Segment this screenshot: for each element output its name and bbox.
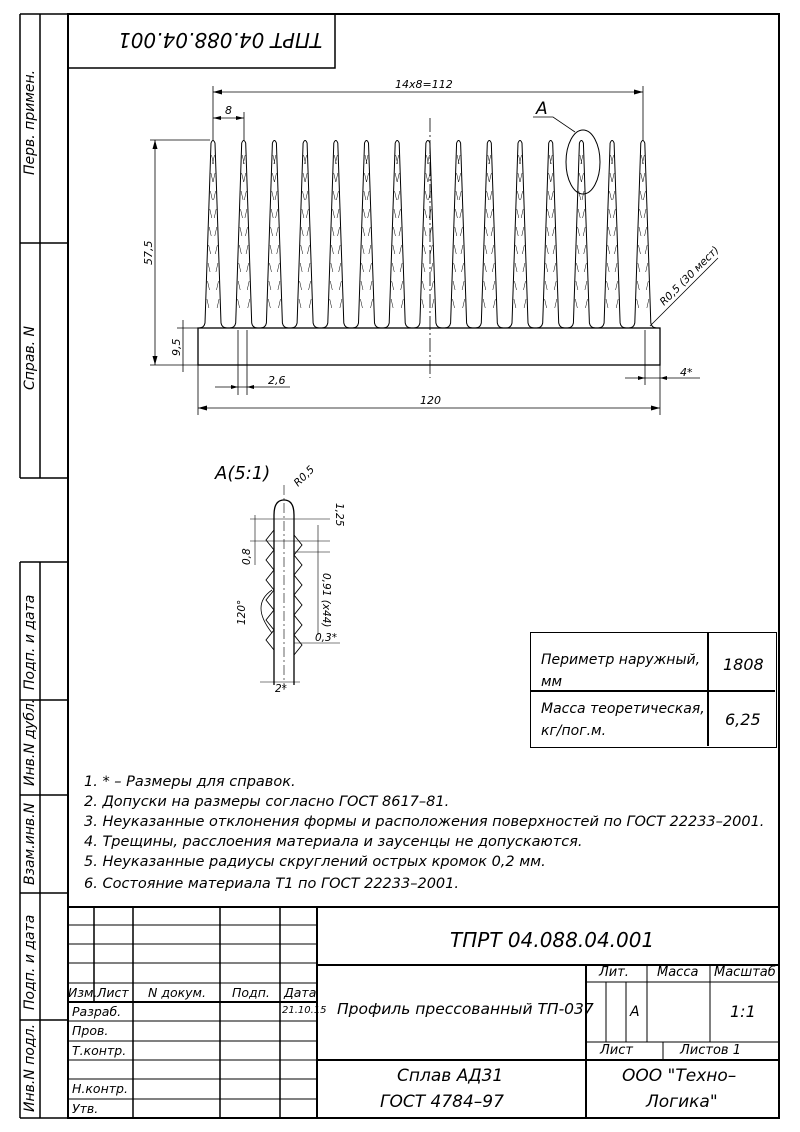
row-nkontr: Н.контр. xyxy=(72,1081,128,1096)
dim-pitch: 8 xyxy=(225,104,232,117)
side-label-inv-dubl: Инв.N дубл. xyxy=(22,698,38,786)
lit-label: Лит. xyxy=(599,965,629,980)
col-list: Лист xyxy=(97,985,129,1000)
dim-fin-thickness: 2,6 xyxy=(268,374,286,387)
company-line-1: ООО "Техно– xyxy=(622,1066,737,1086)
dim-base: 9,5 xyxy=(170,338,183,356)
row-tkontr: Т.контр. xyxy=(72,1043,127,1058)
sheets-label: Листов 1 xyxy=(680,1043,741,1058)
side-label-podp-data-2: Подп. и дата xyxy=(22,914,38,1010)
side-label-podp-data-1: Подп. и дата xyxy=(22,594,38,690)
side-label-vzam-inv: Взам.инв.N xyxy=(22,802,38,885)
rotated-drawing-code: ТПРТ 04.088.04.001 xyxy=(118,28,323,52)
detail-dim-0-3: 0,3* xyxy=(315,632,337,644)
detail-dim-1-25: 1,25 xyxy=(333,503,345,527)
detail-dim-2: 2* xyxy=(275,683,287,695)
material-line-2: ГОСТ 4784–97 xyxy=(380,1092,504,1112)
perimeter-value: 1808 xyxy=(723,655,764,674)
row-razrab: Разраб. xyxy=(72,1004,122,1019)
col-ndoc: N докум. xyxy=(148,985,206,1000)
detail-dim-0-91: 0,91 (x44) xyxy=(320,573,332,628)
detail-dim-0-8: 0,8 xyxy=(241,548,253,565)
lit-value: А xyxy=(630,1004,640,1020)
note-5: 5. Неуказанные радиусы скруглений острых кромок 0,2 мм. xyxy=(84,854,546,870)
note-1: 1. * – Размеры для справок. xyxy=(84,774,296,790)
title-block-code: ТПРТ 04.088.04.001 xyxy=(450,928,655,952)
dim-radius: R0,5 (30 мест) xyxy=(657,244,722,309)
perimeter-label-line-2: мм xyxy=(541,674,563,690)
company-line-2: Логика" xyxy=(646,1092,718,1112)
mass-value: 6,25 xyxy=(725,710,761,729)
callout-letter: А xyxy=(536,99,548,119)
part-name: Профиль прессованный ТП-037 xyxy=(337,1000,594,1018)
sheet-label: Лист xyxy=(600,1043,633,1058)
note-6: 6. Состояние материала Т1 по ГОСТ 22233–2001. xyxy=(84,876,459,892)
dim-height: 57,5 xyxy=(142,240,155,265)
col-data: Дата xyxy=(284,985,317,1000)
mass-label-line-2: кг/пог.м. xyxy=(541,723,607,739)
row-prov: Пров. xyxy=(72,1023,109,1038)
detail-angle: 120° xyxy=(236,599,248,625)
row-date: 21.10.15 xyxy=(282,1005,327,1016)
side-label-inv-podl: Инв.N подл. xyxy=(22,1023,38,1112)
col-podp: Подп. xyxy=(232,985,270,1000)
side-label-perv-primen: Перв. примен. xyxy=(22,69,38,175)
side-label-sprav-n: Справ. N xyxy=(22,325,38,390)
massa-label: Масса xyxy=(657,965,699,980)
note-3: 3. Неуказанные отклонения формы и расположения поверхностей по ГОСТ 22233–2001. xyxy=(84,814,765,830)
dim-pitch-total: 14x8=112 xyxy=(395,78,453,91)
col-izm: Изм. xyxy=(68,985,98,1000)
note-4: 4. Трещины, расслоения материала и заусенцы не допускаются. xyxy=(84,834,583,850)
material-line-1: Сплав АД31 xyxy=(397,1066,504,1086)
note-2: 2. Допуски на размеры согласно ГОСТ 8617–81. xyxy=(84,794,450,810)
dim-edge: 4* xyxy=(680,366,693,379)
detail-title: А(5:1) xyxy=(215,463,271,484)
mass-label-line-1: Масса теоретическая, xyxy=(541,701,705,717)
masshtab-label: Масштаб xyxy=(714,965,776,980)
row-utv: Утв. xyxy=(72,1101,99,1116)
perimeter-label-line-1: Периметр наружный, xyxy=(541,652,701,668)
dim-width: 120 xyxy=(420,394,441,407)
detail-radius: R0,5 xyxy=(291,463,318,490)
scale-value: 1:1 xyxy=(730,1002,756,1021)
